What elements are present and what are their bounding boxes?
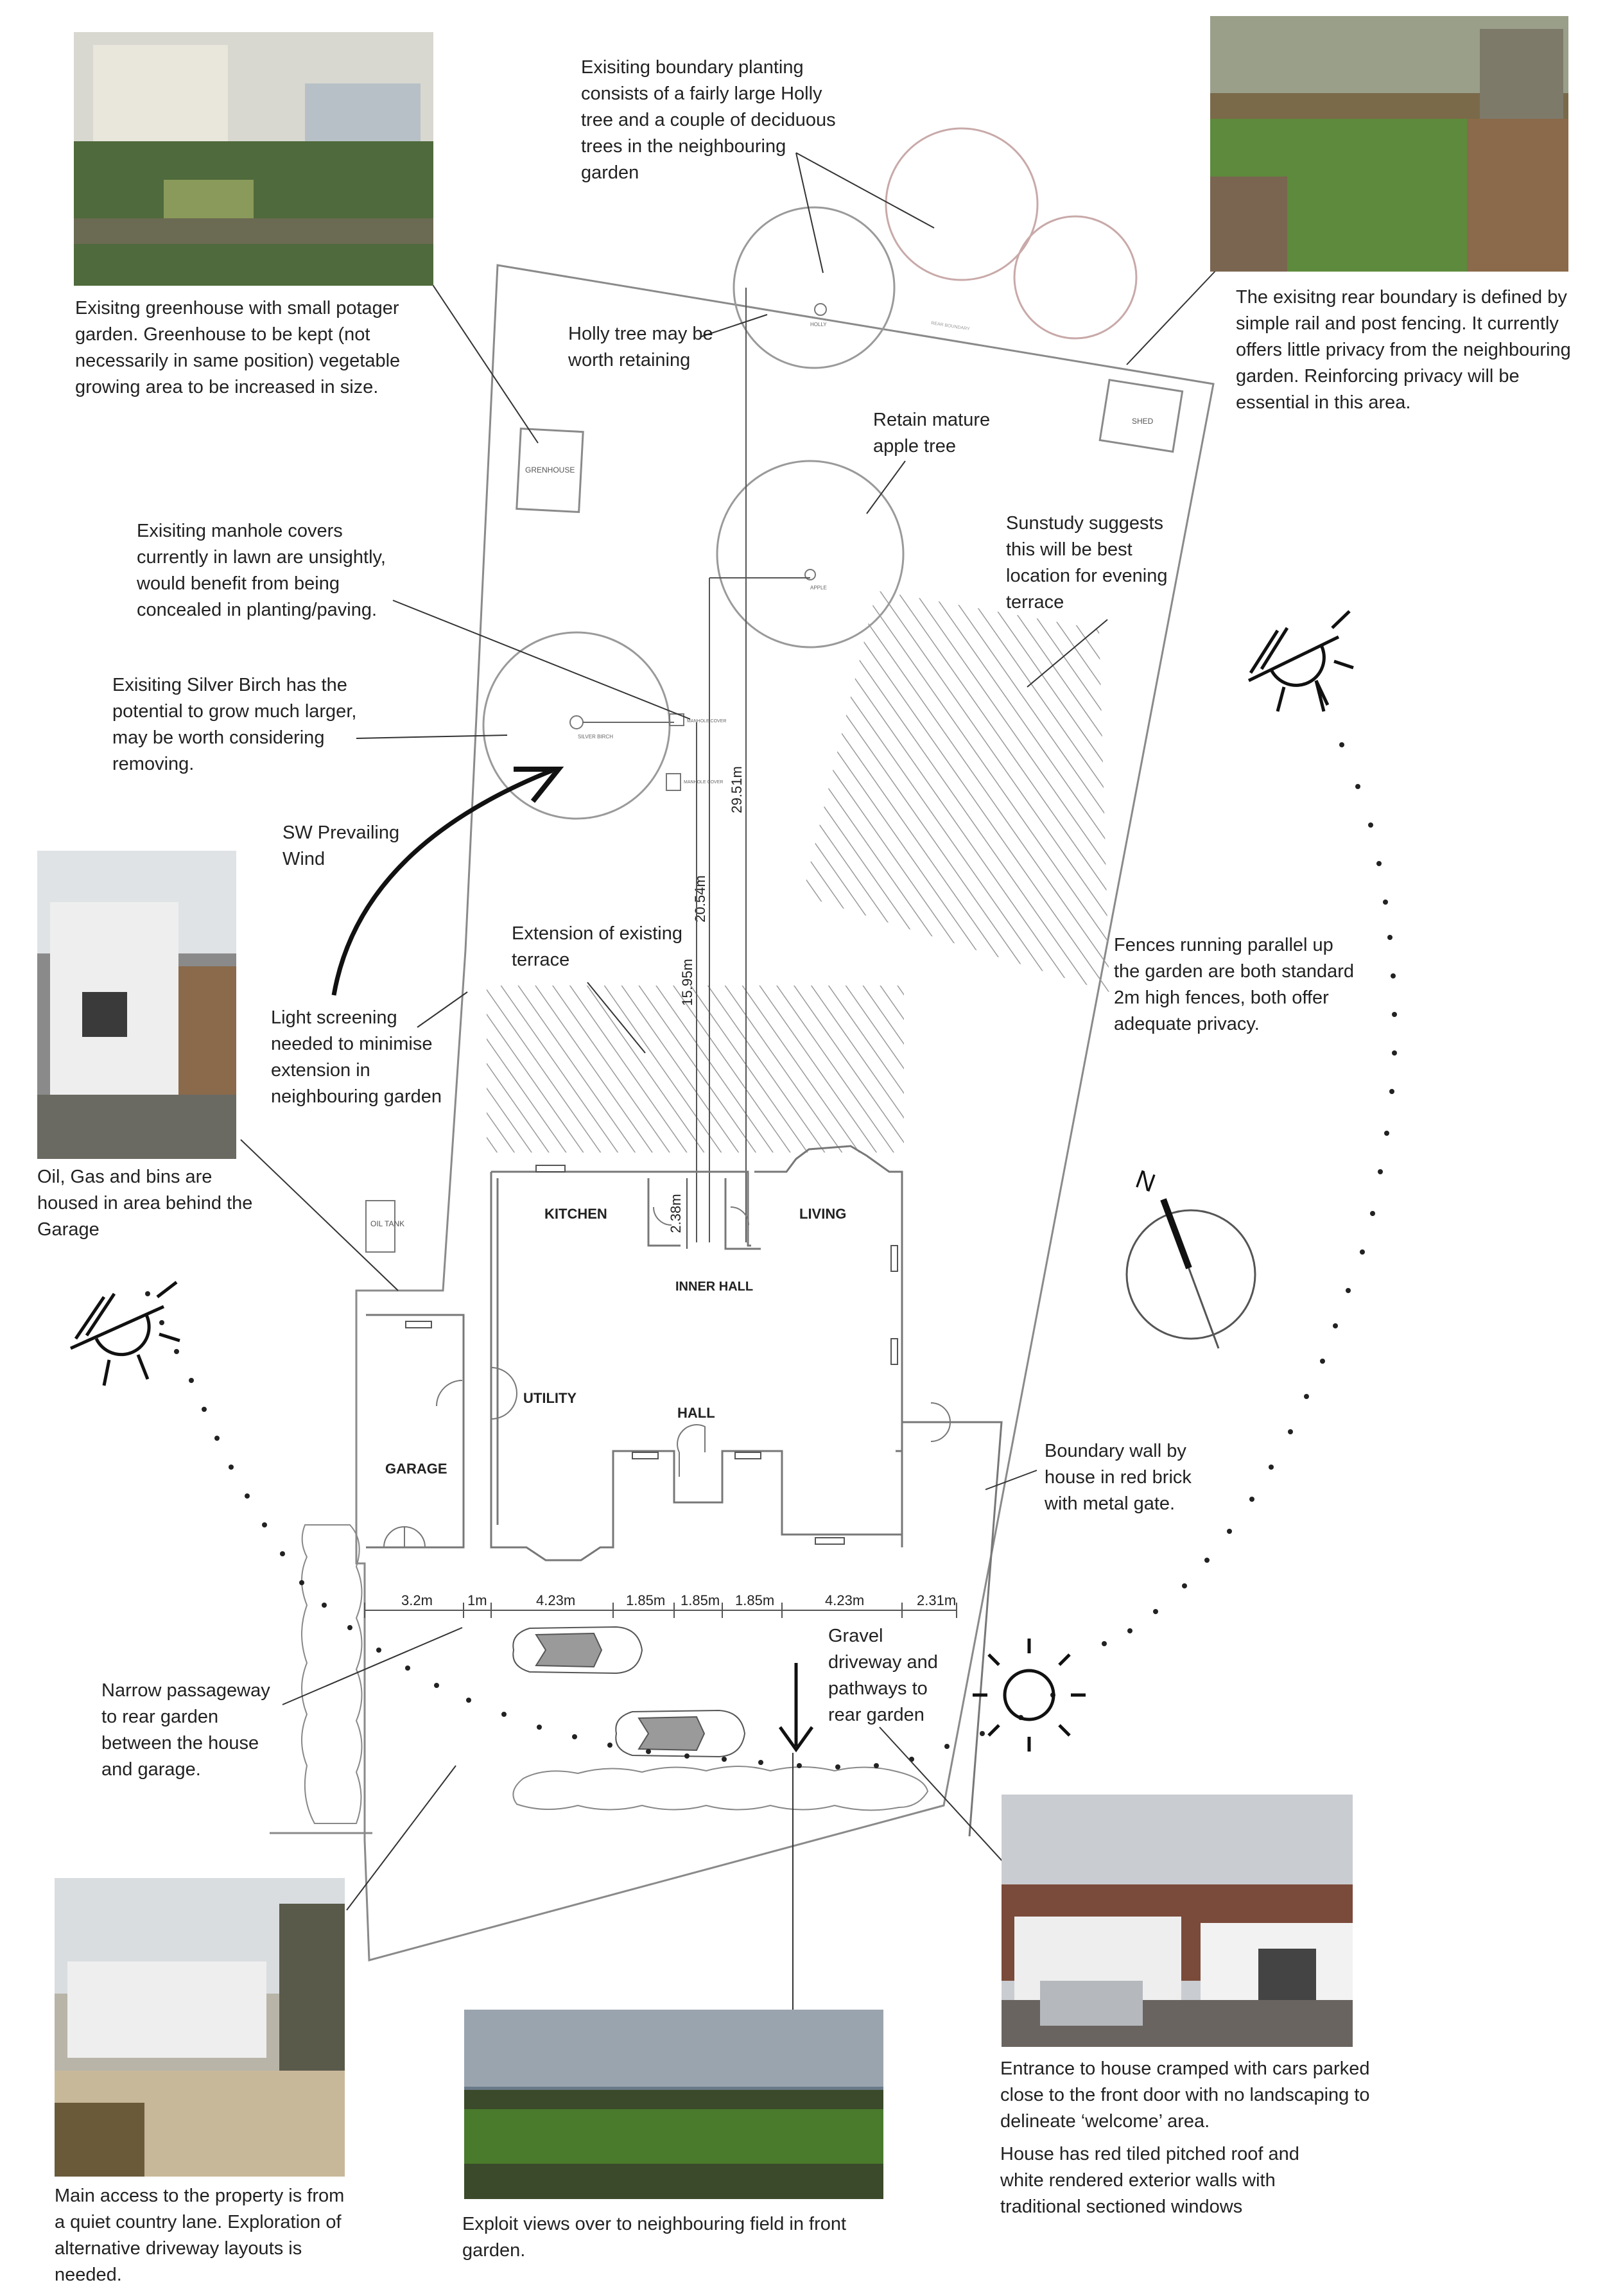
room-label-living: LIVING: [799, 1206, 847, 1222]
note-roof: House has red tiled pitched roof and white rendered exterior walls with traditional sectioned windows: [1000, 2144, 1299, 2217]
photo-field-view: [464, 2010, 883, 2199]
car-2: [616, 1710, 745, 1757]
plan-label-greenhouse: GRENHOUSE: [525, 465, 575, 474]
neighbour-tree-2: [1014, 216, 1136, 338]
dim-bottom-7: 2.31m: [917, 1592, 957, 1608]
sun-path-dots: [145, 742, 1397, 1770]
photo-garage-side: [37, 851, 236, 1159]
plan-label-apple: APPLE: [810, 585, 827, 591]
setting-sun-top-right-icon: [1249, 611, 1353, 711]
plan-label-manhole-1: MANHOLE COVER: [687, 719, 727, 724]
neighbour-tree-1: [886, 128, 1037, 280]
note-greenhouse: Exisitng greenhouse with small potager garden. Greenhouse to be kept (not necessarily in same position) vegetable growing area to be increased in size.: [75, 298, 401, 397]
garage-doors: [384, 1527, 425, 1547]
photo-entrance: [1002, 1795, 1353, 2047]
note-passageway: Narrow passageway to rear garden between the house and garage.: [101, 1680, 270, 1780]
evening-terrace-hatch: [802, 591, 1109, 992]
dim-bottom-1: 1m: [467, 1592, 487, 1608]
photo-rear-boundary: [1210, 16, 1568, 272]
north-label: N: [1131, 1165, 1159, 1198]
note-main-access: Main access to the property is from a quiet country lane. Exploration of alternative driveway layouts is needed.: [55, 2186, 345, 2285]
room-label-utility: UTILITY: [523, 1390, 577, 1406]
dim-bottom-0: 3.2m: [401, 1592, 433, 1608]
plan-label-manhole-2: MANHOLE COVER: [684, 780, 724, 785]
dim-bottom-2: 4.23m: [536, 1592, 576, 1608]
window-marks: [406, 1165, 898, 1544]
note-screening: Light screening needed to minimise extension in neighbouring garden: [271, 1007, 442, 1107]
plan-label-holly: HOLLY: [810, 322, 827, 327]
note-extension: Extension of existing terrace: [512, 923, 682, 970]
note-gravel: Gravel driveway and pathways to rear garden: [828, 1626, 938, 1725]
note-sunstudy: Sunstudy suggests this will be best location for evening terrace: [1006, 513, 1168, 613]
shed-outline: [1100, 380, 1182, 452]
room-label-garage: GARAGE: [385, 1461, 447, 1477]
dim-label-1595: 15.95m: [679, 959, 695, 1006]
terrace-extension-hatch: [487, 986, 904, 1152]
silver-birch-trunk: [570, 716, 583, 729]
room-label-kitchen: KITCHEN: [544, 1206, 607, 1222]
note-boundary-wall: Boundary wall by house in red brick with metal gate.: [1045, 1441, 1192, 1514]
dim-bottom-5: 1.85m: [735, 1592, 775, 1608]
plan-label-shed: SHED: [1132, 417, 1154, 426]
dim-label-2054: 20.54m: [692, 875, 708, 923]
rising-sun-left-icon: [71, 1282, 180, 1386]
plan-tiny-fence-note: REAR BOUNDARY: [930, 321, 970, 332]
note-silver-birch: Exisiting Silver Birch has the potential to grow much larger, may be worth considering removing.: [112, 675, 357, 774]
note-views: Exploit views over to neighbouring field in front garden.: [462, 2214, 847, 2261]
photo-main-access: [55, 1878, 345, 2177]
dim-bottom-6: 4.23m: [825, 1592, 865, 1608]
room-label-hall: HALL: [677, 1405, 715, 1421]
dim-label-238: 2.38m: [668, 1194, 684, 1233]
hedge-front: [513, 1766, 928, 1810]
note-wind: SW Prevailing Wind: [282, 822, 400, 869]
note-manhole: Exisiting manhole covers currently in lawn are unsightly, would benefit from being concealed in planting/paving.: [137, 521, 386, 620]
note-rear-boundary: The exisitng rear boundary is defined by simple rail and post fencing. It currently offers little privacy from the neighbouring garden. Reinforcing privacy will be essential in this area.: [1236, 287, 1571, 413]
holly-tree-trunk: [815, 304, 826, 315]
note-oil-gas: Oil, Gas and bins are housed in area behind the Garage: [37, 1167, 253, 1240]
note-fences: Fences running parallel up the garden are both standard 2m high fences, both offer adequate privacy.: [1114, 935, 1355, 1034]
front-door: [677, 1425, 705, 1477]
room-label-inner-hall: INNER HALL: [675, 1280, 754, 1294]
dim-bottom-3: 1.85m: [626, 1592, 666, 1608]
note-holly: Holly tree may be worth retaining: [568, 324, 713, 370]
photo-greenhouse: [74, 32, 433, 286]
dim-bottom-4: 1.85m: [681, 1592, 720, 1608]
utility-door: [437, 1368, 517, 1419]
note-apple: Retain mature apple tree: [873, 410, 991, 457]
plan-label-oil-tank: OIL TANK: [370, 1219, 405, 1228]
note-boundary-planting: Exisiting boundary planting consists of a fairly large Holly tree and a couple of deciduous trees in the neighbouring garden: [581, 57, 836, 183]
manhole-cover-2: [666, 774, 681, 790]
note-entrance: Entrance to house cramped with cars parked close to the front door with no landscaping to delineate ‘welcome’ area.: [1000, 2058, 1370, 2132]
plan-label-silver-birch: SILVER BIRCH: [578, 734, 613, 740]
dim-label-2951: 29.51m: [729, 766, 745, 813]
midday-sun-icon: [973, 1639, 1086, 1752]
bottom-dimension-labels: [401, 1592, 956, 1608]
car-1: [513, 1627, 642, 1673]
